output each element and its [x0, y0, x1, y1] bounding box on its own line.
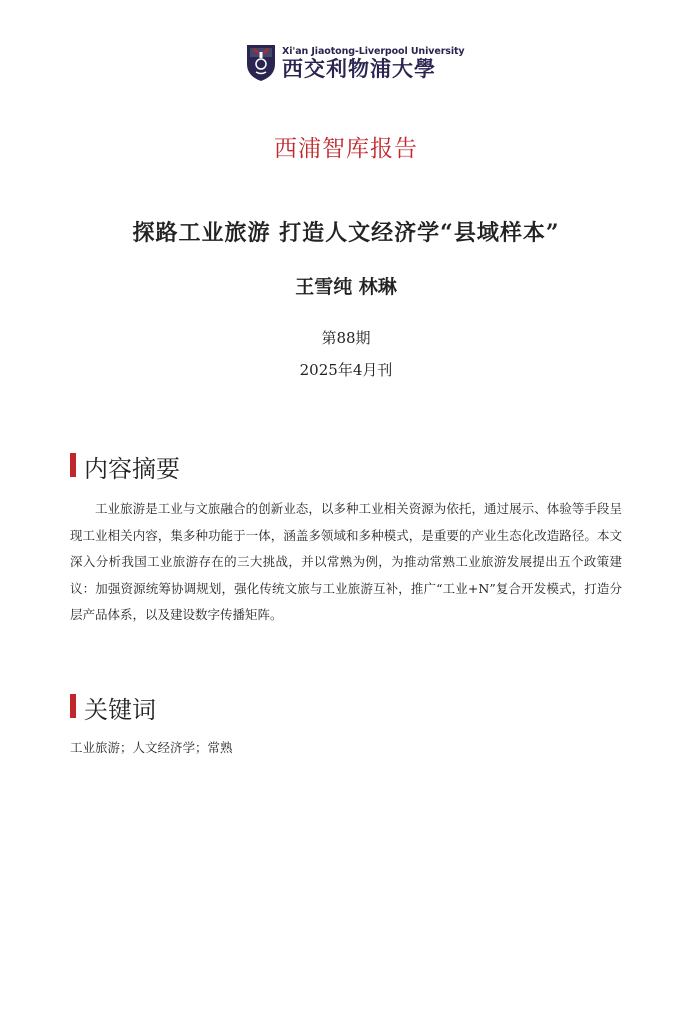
keywords-text: 工业旅游；人文经济学；常熟: [70, 740, 233, 755]
report-title: 探路工业旅游 打造人文经济学“县域样本”: [132, 220, 560, 246]
heading-accent-bar: [70, 694, 76, 718]
abstract-text: 工业旅游是工业与文旅融合的创新业态，以多种工业相关资源为依托，通过展示、体验等手段呈现工业相关内容，集多种功能于一体，涵盖多领域和多种模式，是重要的产业生态化改造路径。本文深入分析我国工业旅游存在的三大挑战，并以常熟为例，为推动常熟工业旅游发展提出五个政策建议：加强资源统筹协调规划，强化传统文旅与工业旅游互补，推广“工业+N”复合开发模式，打造分层产品体系，以及建设数字传播矩阵。: [70, 501, 622, 622]
report-authors: 王雪纯 林琳: [295, 276, 397, 298]
heading-accent-bar: [70, 453, 76, 477]
abstract-heading-label: 内容摘要: [84, 455, 180, 483]
report-date: 2025年4月刊: [299, 361, 393, 379]
university-name-english: Xi'an Jiaotong-Liverpool University: [282, 46, 465, 57]
university-name-chinese: 西交利物浦大學: [282, 56, 436, 81]
report-issue: 第88期: [321, 329, 371, 347]
university-logo: [246, 44, 465, 84]
report-series-title: 西浦智库报告: [274, 136, 418, 162]
keywords-heading-label: 关键词: [84, 696, 156, 724]
university-shield-icon: [246, 44, 276, 82]
